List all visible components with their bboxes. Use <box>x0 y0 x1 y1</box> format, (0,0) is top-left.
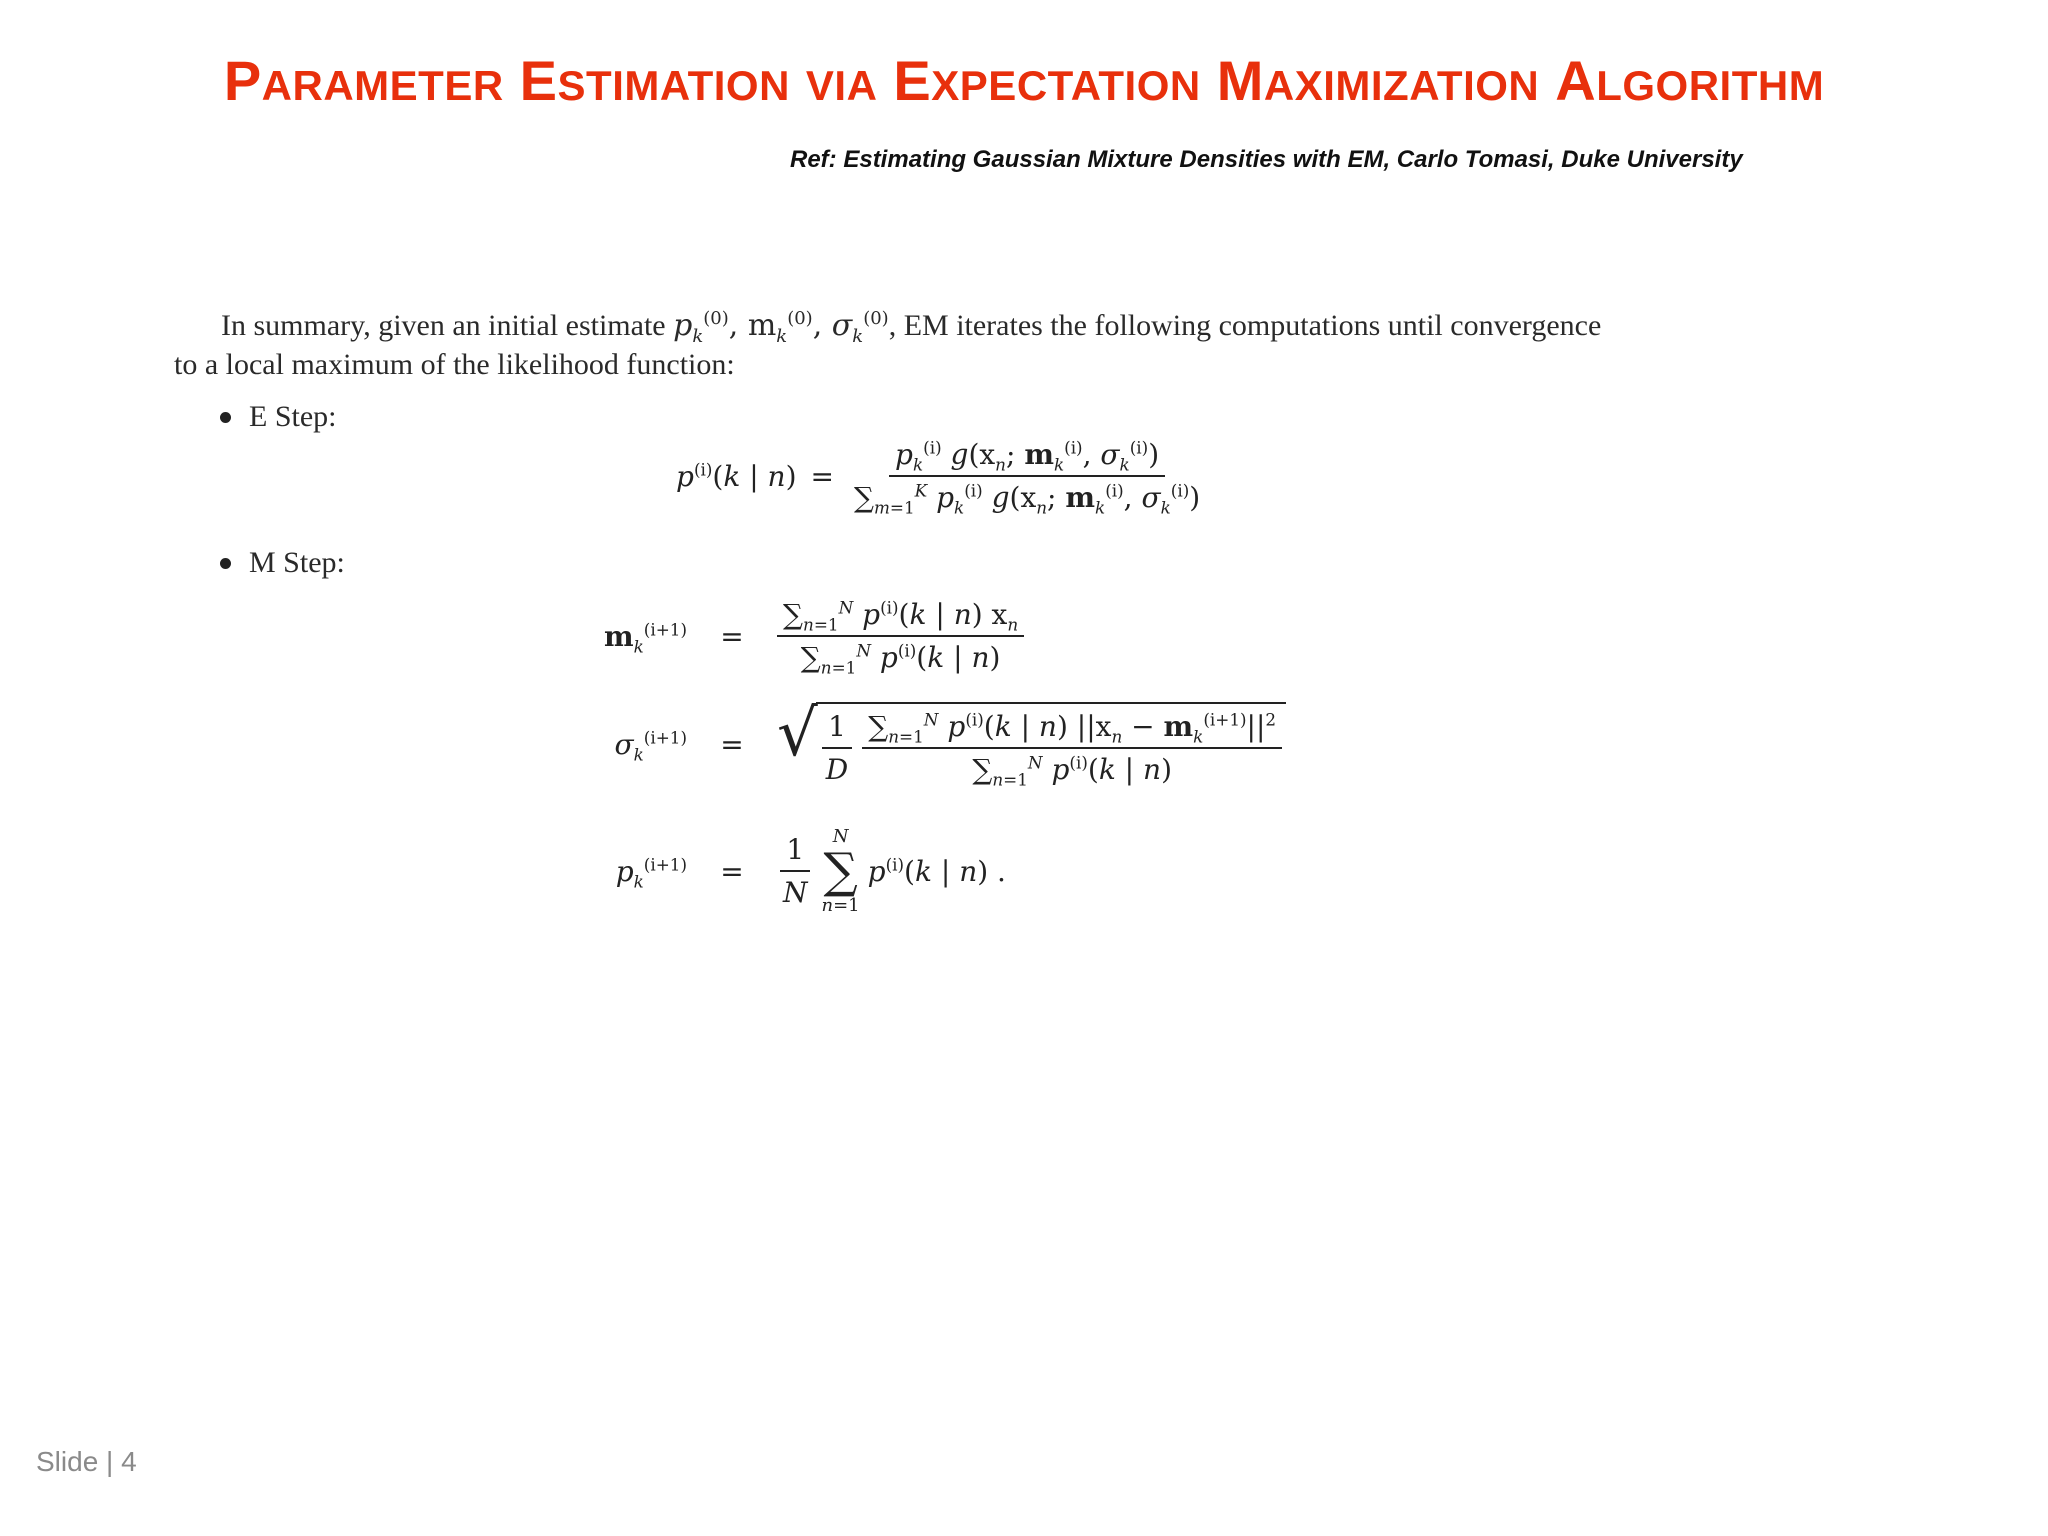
e-step-bullet <box>220 400 337 434</box>
e-step-label: E Step: <box>249 400 337 433</box>
summary-text: In summary, given an initial estimate <box>221 309 674 342</box>
summary-text: to a local maximum of the likelihood function: <box>174 348 735 381</box>
title-word: ESTIMATION <box>519 49 790 112</box>
summary-paragraph <box>174 306 1694 384</box>
bullet-dot <box>220 558 231 569</box>
slide-number-footer: Slide | 4 <box>36 1446 137 1477</box>
m-step-mean-equation: $m_k^{(i+1)}$ = $\frac{\sum_{n=1}^N p^{(i)}(k | n) x_n}{\sum_{n=1}^N p^{(i)}(k | n)}$ <box>575 598 1024 674</box>
m-step-weight-equation: $p_k^{(i+1)}$ = $\frac{1}{N}$ N ∑ n=1 $p^{(i)}(k$ | n) . <box>615 826 1006 916</box>
m-step-label: M Step: <box>249 546 345 579</box>
title-word: ALGORITHM <box>1555 49 1825 112</box>
title-word: MAXIMIZATION <box>1216 49 1540 112</box>
title-word: VIA <box>805 62 878 109</box>
e-step-equation: $p^{(i)}(k$ | n) = $\frac{p_k^{(i)} g(x_n; m_k^{(i)}, \sigma_k^{(i)})}{\sum_{m=1}^K p_k^{(i)} g(x_n; m_k^{(i)}, \sigma_k^{(i)})}$ <box>676 437 1201 518</box>
reference-citation: Ref: Estimating Gaussian Mixture Densities with EM, Carlo Tomasi, Duke University <box>790 146 1743 173</box>
m-step-bullet <box>220 546 345 580</box>
summary-text: , EM iterates the following computations until convergence <box>888 309 1602 342</box>
title-word: EXPECTATION <box>893 49 1201 112</box>
title-word: PARAMETER <box>223 49 504 112</box>
initial-estimates-math: $p_k^{(0)}$, $m_k^{(0)}$, $\sigma_k^{(0)}$ <box>673 308 889 347</box>
m-step-sigma-equation: $\sigma_k^{(i+1)}$ = √ $\frac{1}{D}$ $\frac{\sum_{n=1}^N p^{(i)}(k | n) ||x_n - m_k^{(i+1)}||^2}{\sum_{n=1}^N p^{(i)}(k | n)}$ <box>575 702 1286 786</box>
slide-title <box>0 48 2048 113</box>
bullet-dot <box>220 412 231 423</box>
